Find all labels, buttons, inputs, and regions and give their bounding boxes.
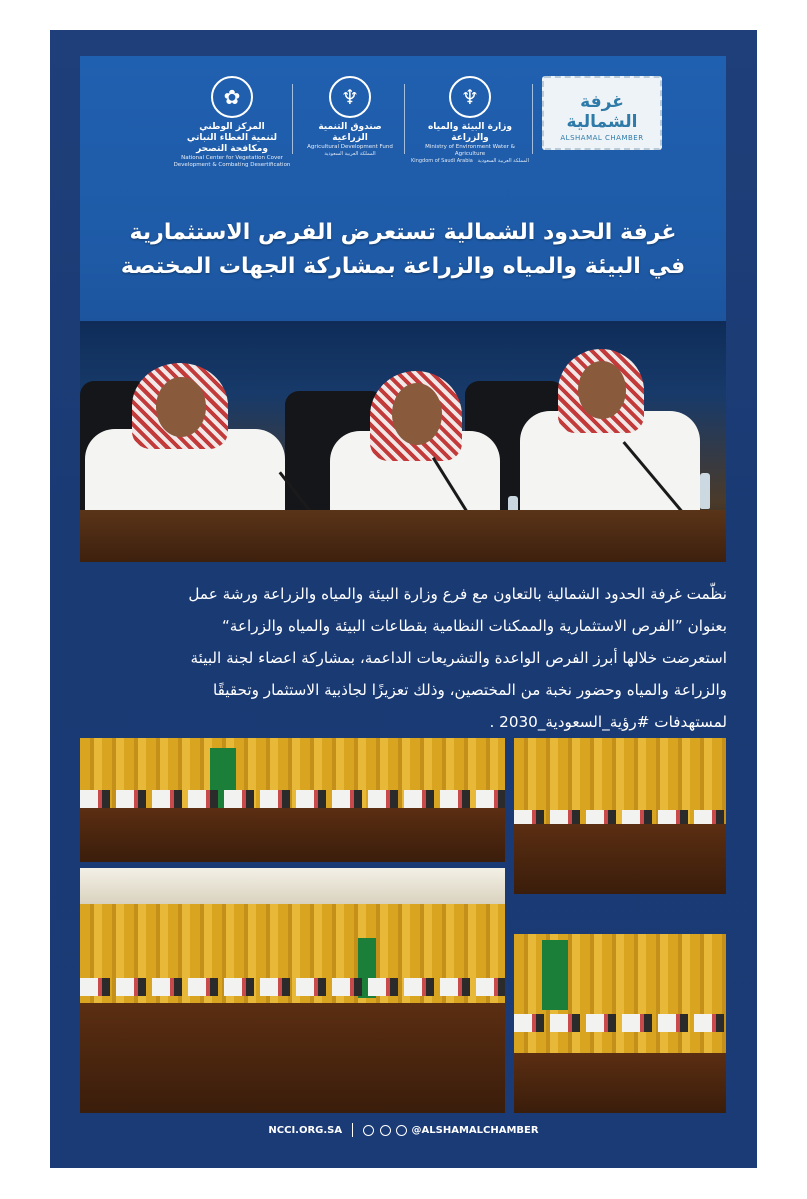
palm-emblem-icon: ♆ (449, 76, 491, 118)
snapchat-icon[interactable] (396, 1125, 407, 1136)
water-bottle (700, 473, 710, 509)
mewa-logo (410, 76, 530, 165)
attendees-row (514, 1014, 726, 1032)
conference-table (80, 1003, 505, 1113)
body-line-3: استعرضت خلالها أبرز الفرص الواعدة والتشريعات الداعمة، بمشاركة اعضاء لجنة البيئة (190, 649, 727, 667)
ncvc-name-ar: المركز الوطني لتنمية الغطاء النباتي ومكافحة التصحر (186, 122, 278, 154)
ncvc-emblem-icon: ✿ (211, 76, 253, 118)
chamber-name-en: ALSHAMAL CHAMBER (560, 134, 644, 142)
article-body (80, 578, 727, 738)
desk (80, 510, 726, 562)
ceiling (80, 868, 505, 904)
logo-strip (80, 76, 726, 186)
mewa-name-en: Ministry of Environment Water & Agriculture (425, 144, 515, 157)
poster-frame (50, 30, 757, 1168)
headline-line-1: غرفة الحدود الشمالية تستعرض الفرص الاستثمارية (129, 220, 677, 245)
hero-photo (80, 321, 726, 562)
gallery-photo-4 (514, 934, 726, 1113)
adf-name-en: Agricultural Development Fund (307, 144, 393, 150)
alshamal-chamber-logo (542, 76, 662, 150)
social-handle[interactable]: @ALSHAMALCHAMBER (411, 1124, 539, 1136)
face (578, 361, 626, 419)
footer-divider (352, 1123, 353, 1137)
website-link[interactable]: NCCI.ORG.SA (268, 1124, 343, 1136)
adf-country-ar: المملكة العربية السعودية (324, 151, 376, 157)
gallery-photo-2 (514, 738, 726, 894)
palm-emblem-icon: ♆ (329, 76, 371, 118)
mewa-country-ar: المملكة العربية السعودية (477, 158, 529, 164)
logo-divider (404, 84, 405, 154)
conference-table (514, 824, 726, 894)
adf-name-ar: صندوق التنمية الزراعية (318, 122, 382, 143)
face (156, 377, 206, 437)
body-line-4: والزراعة والمياه وحضور نخبة من المختصين، وذلك تعزيزًا لجاذبية الاستثمار وتحقيقًا (213, 681, 727, 699)
hero-panel (80, 56, 726, 562)
conference-table (514, 1053, 726, 1113)
conference-table (80, 808, 505, 862)
gallery-photo-1 (80, 738, 505, 862)
flag (542, 940, 568, 1010)
headline (100, 216, 706, 284)
footer (50, 1123, 757, 1153)
instagram-icon[interactable] (363, 1125, 374, 1136)
chamber-name-ar: غرفة الشمالية (566, 92, 638, 132)
ncvc-name-en: National Center for Vegetation Cover Development & Combating Desertification (173, 155, 291, 168)
mewa-country-en: Kingdom of Saudi Arabia (411, 158, 473, 164)
mewa-name-ar: وزارة البيئة والمياه والزراعة (427, 122, 513, 143)
headline-line-2: في البيئة والمياه والزراعة بمشاركة الجهات المختصة (120, 254, 686, 279)
logo-divider (292, 84, 293, 154)
attendees-row (80, 790, 505, 808)
attendees-row (80, 978, 505, 996)
gallery-photo-3 (80, 868, 505, 1113)
body-line-5: لمستهدفات #رؤية_السعودية_2030 . (489, 713, 727, 731)
body-line-1: نظّمت غرفة الحدود الشمالية بالتعاون مع فرع وزارة البيئة والمياه والزراعة ورشة عمل (188, 585, 727, 603)
face (392, 383, 442, 445)
mewa-country (410, 158, 530, 165)
logo-divider (532, 84, 533, 154)
adf-logo (300, 76, 400, 158)
ncvc-logo (172, 76, 292, 169)
x-icon[interactable] (380, 1125, 391, 1136)
body-line-2: بعنوان ”الفرص الاستثمارية والممكنات النظامية بقطاعات البيئة والمياه والزراعة“ (221, 617, 727, 635)
